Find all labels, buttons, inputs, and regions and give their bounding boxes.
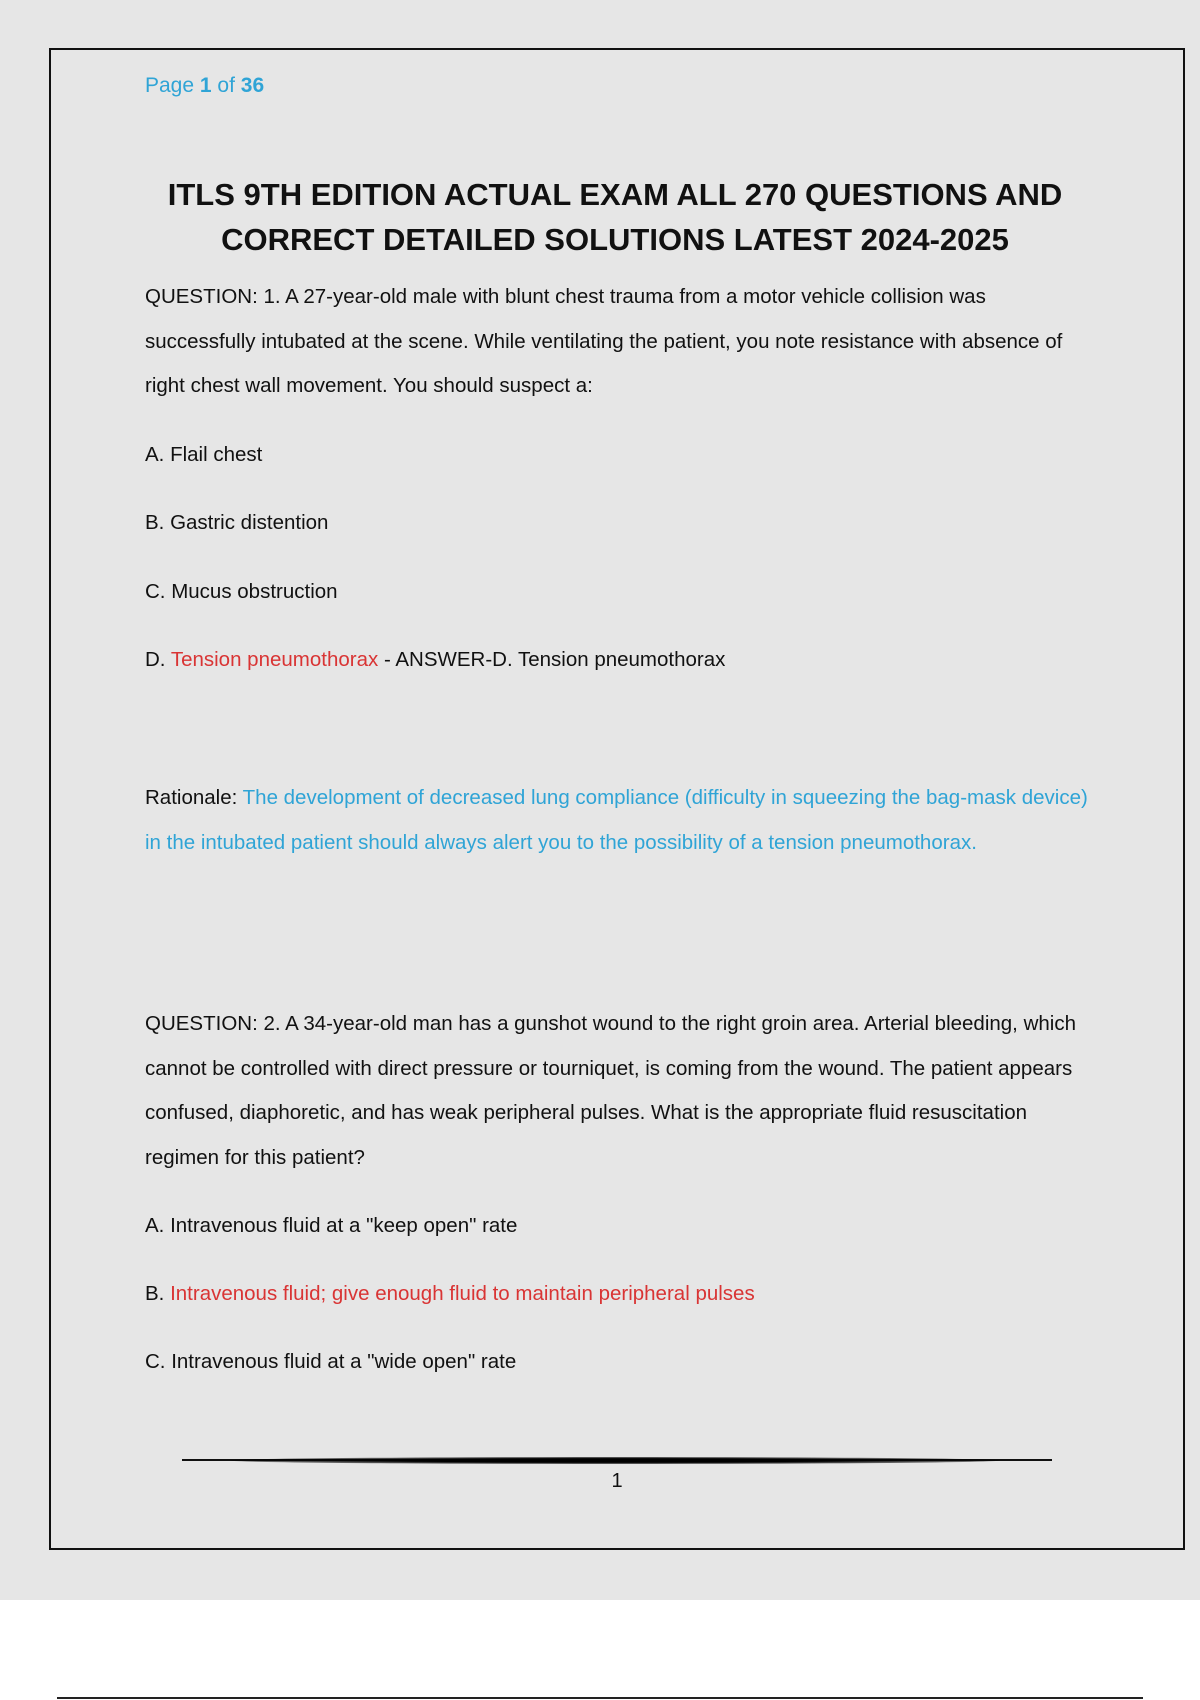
rationale-label: Rationale: (145, 786, 243, 809)
next-page-divider (57, 1697, 1143, 1699)
page-indicator (145, 74, 264, 98)
question-2-option-a: A. Intravenous fluid at a "keep open" rate (145, 1214, 518, 1237)
question-1-answer: - ANSWER-D. Tension pneumothorax (378, 648, 726, 671)
rationale-text: The development of decreased lung compliance (difficulty in squeezing the bag-mask device) in the intubated patient should always alert you to the possibility of a tension pneumothorax. (145, 786, 1088, 854)
footer-page-number: 1 (611, 1470, 623, 1492)
question-1-option-c: C. Mucus obstruction (145, 580, 338, 603)
question-2-option-c: C. Intravenous fluid at a "wide open" rate (145, 1350, 517, 1373)
option-b-prefix: B. (145, 1282, 171, 1305)
of-word: of (217, 74, 235, 97)
footer-rule-accent (230, 1457, 1000, 1464)
current-page: 1 (199, 74, 212, 97)
question-1-text: QUESTION: 1. A 27-year-old male with blunt chest trauma from a motor vehicle collision was successfully intubated at the scene. While ventilating the patient, you note resistance with absence of right chest wall movement. You should suspect a: (145, 285, 1063, 397)
title-line-1: ITLS 9TH EDITION ACTUAL EXAM ALL 270 QUESTIONS AND (167, 177, 1063, 212)
question-1-rationale (145, 776, 1095, 865)
option-d-correct-text: Tension pneumothorax (170, 648, 379, 671)
question-2-text: QUESTION: 2. A 34-year-old man has a gunshot wound to the right groin area. Arterial bleeding, which cannot be controlled with direct pressure or tourniquet, is coming from the wound. The patient appears confused, diaphoretic, and has weak peripheral pulses. What is the appropriate fluid resuscitation regimen for this patient? (145, 1012, 1076, 1169)
document-title (145, 172, 1085, 262)
title-line-2: CORRECT DETAILED SOLUTIONS LATEST 2024-2025 (221, 222, 1009, 257)
option-b-correct-text: Intravenous fluid; give enough fluid to maintain peripheral pulses (170, 1282, 755, 1305)
page-word: Page (145, 74, 195, 97)
question-1-option-a: A. Flail chest (145, 443, 263, 466)
total-pages: 36 (240, 74, 265, 97)
question-1-option-b: B. Gastric distention (145, 511, 329, 534)
option-d-prefix: D. (145, 648, 171, 671)
question-2-option-b (145, 1279, 1095, 1309)
question-1-option-d (145, 645, 1095, 675)
